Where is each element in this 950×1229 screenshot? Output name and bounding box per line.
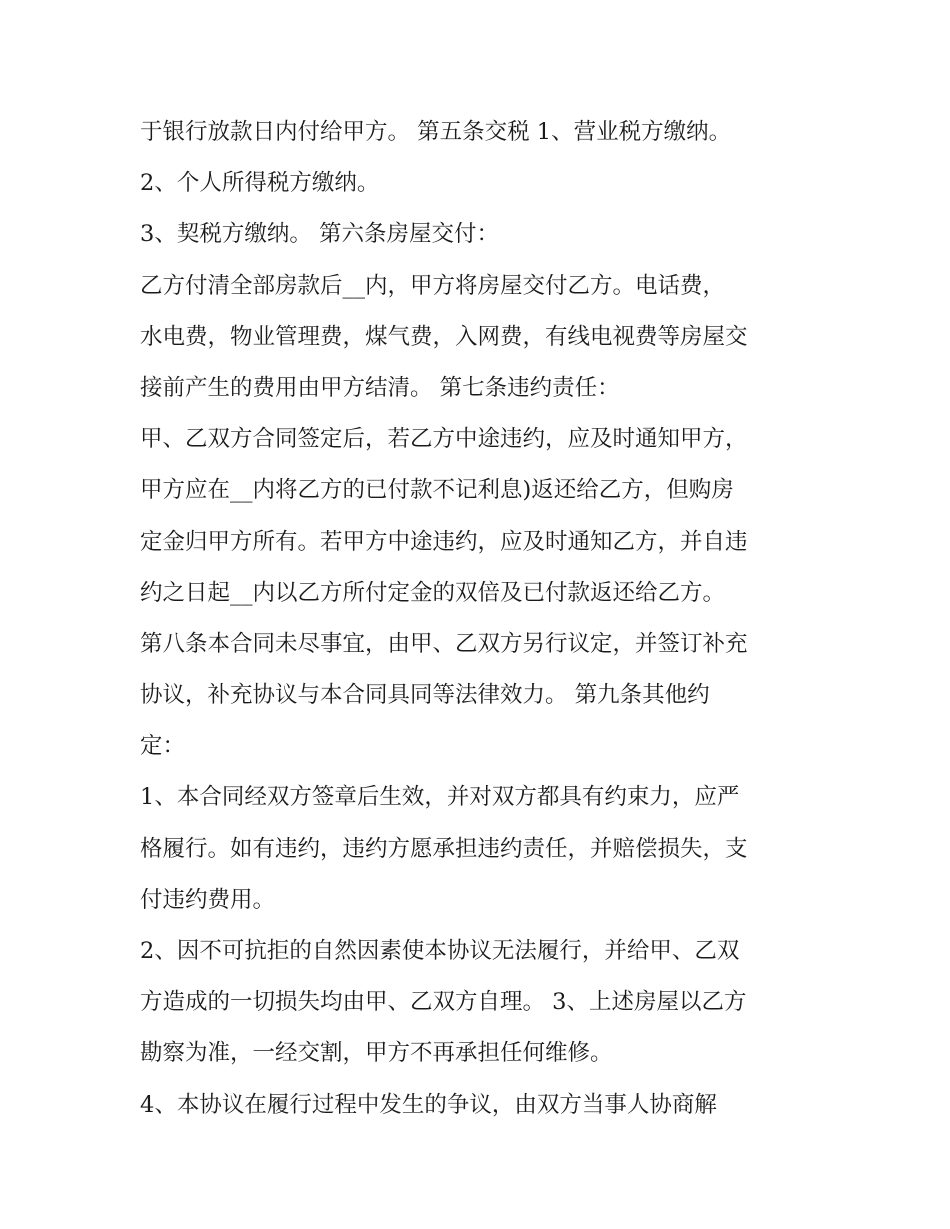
text-line: 2、个人所得税方缴纳。	[140, 170, 380, 197]
text-line: 水电费，物业管理费，煤气费，入网费，有线电视费等房屋交	[140, 323, 748, 350]
text-line: 方造成的一切损失均由甲、乙双方自理。 3、上述房屋以乙方	[140, 989, 747, 1016]
text-line: 甲方应在__内将乙方的已付款不记利息)返还给乙方，但购房	[140, 477, 734, 504]
text-line: 2、因不可抗拒的自然因素使本协议无法履行，并给甲、乙双	[140, 938, 740, 964]
text-line: 定：	[140, 733, 186, 760]
text-line: 乙方付清全部房款后__内，甲方将房屋交付乙方。电话费，	[140, 272, 726, 299]
text-line: 4、本协议在履行过程中发生的争议，由双方当事人协商解	[140, 1091, 717, 1118]
text-line: 甲、乙双方合同签定后，若乙方中途违约，应及时通知甲方，	[140, 426, 748, 453]
text-line: 约之日起__内以乙方所付定金的双倍及已付款返还给乙方。	[140, 579, 726, 606]
text-line: 1、本合同经双方签章后生效，并对双方都具有约束力，应严	[140, 784, 740, 811]
text-line: 定金归甲方所有。若甲方中途违约，应及时通知乙方，并自违	[140, 528, 748, 555]
text-line: 第八条本合同未尽事宜，由甲、乙双方另行议定，并签订补充	[140, 630, 748, 657]
text-line: 格履行。如有违约，违约方愿承担违约责任，并赔偿损失，支	[140, 835, 748, 862]
text-line: 于银行放款日内付给甲方。 第五条交税 1、营业税方缴纳。	[140, 119, 732, 145]
text-line: 协议，补充协议与本合同具同等法律效力。 第九条其他约	[140, 682, 710, 709]
contract-text	[140, 107, 830, 1131]
text-line: 接前产生的费用由甲方结清。 第七条违约责任：	[140, 374, 620, 401]
text-line: 3、契税方缴纳。 第六条房屋交付：	[140, 221, 499, 248]
text-line: 付违约费用。	[140, 886, 276, 913]
text-line: 勘察为准，一经交割，甲方不再承担任何维修。	[140, 1040, 613, 1067]
